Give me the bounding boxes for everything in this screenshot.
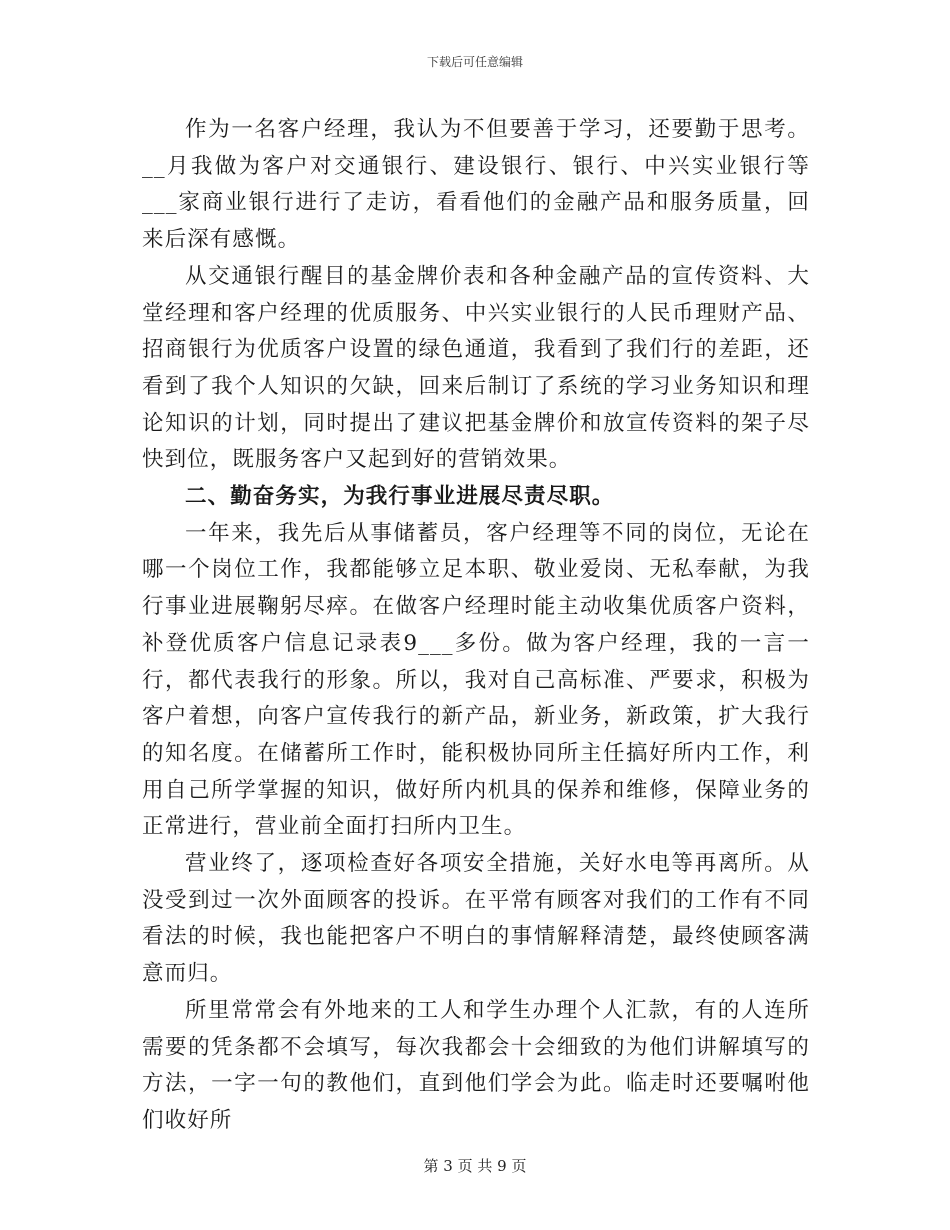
document-body bbox=[142, 112, 810, 1140]
paragraph-bank-comparison: 从交通银行醒目的基金牌价表和各种金融产品的宣传资料、大堂经理和客户经理的优质服务、中兴实业银行的人民币理财产品、招商银行为优质客户设置的绿色通道，我看到了我们行的差距，还看到了我个人知识的欠缺，回来后制订了系统的学习业务知识和理论知识的计划，同时提出了建议把基金牌价和放宣传资料的架子尽快到位，既服务客户又起到好的营销效果。 bbox=[142, 263, 810, 473]
paragraph-closing-procedures: 营业终了，逐项检查好各项安全措施，关好水电等再离所。从没受到过一次外面顾客的投诉。在平常有顾客对我们的工作有不同看法的时候，我也能把客户不明白的事情解释清楚，最终使顾客满意而归。 bbox=[142, 851, 810, 987]
paragraph-customer-manager-thinking: 作为一名客户经理，我认为不但要善于学习，还要勤于思考。__月我做为客户对交通银行、建设银行、银行、中兴实业银行等___家商业银行进行了走访，看看他们的金融产品和服务质量，回来后深有感慨。 bbox=[142, 117, 810, 253]
paragraph-remittance-help: 所里常常会有外地来的工人和学生办理个人汇款，有的人连所需要的凭条都不会填写，每次我都会十会细致的为他们讲解填写的方法，一字一句的教他们，直到他们学会为此。临走时还要嘱咐他们收好所 bbox=[142, 997, 810, 1133]
section-heading: 二、勤奋务实，为我行事业进展尽责尽职。 bbox=[185, 484, 615, 510]
page-footer: 第 3 页 共 9 页 bbox=[423, 1157, 527, 1175]
paragraph-work-duties: 一年来，我先后从事储蓄员，客户经理等不同的岗位，无论在哪一个岗位工作，我都能够立足本职、敬业爱岗、无私奉献，为我行事业进展鞠躬尽瘁。在做客户经理时能主动收集优质客户资料，补登优质客户信息记录表9___多份。做为客户经理，我的一言一行，都代表我行的形象。所以，我对自己高标准、严要求，积极为客户着想，向客户宣传我行的新产品，新业务，新政策，扩大我行的知名度。在储蓄所工作时，能积极协同所主任搞好所内工作，利用自己所学掌握的知识，做好所内机具的保养和维修，保障业务的正常进行，营业前全面打扫所内卫生。 bbox=[142, 520, 810, 840]
page-header: 下载后可任意编辑 bbox=[426, 55, 523, 69]
